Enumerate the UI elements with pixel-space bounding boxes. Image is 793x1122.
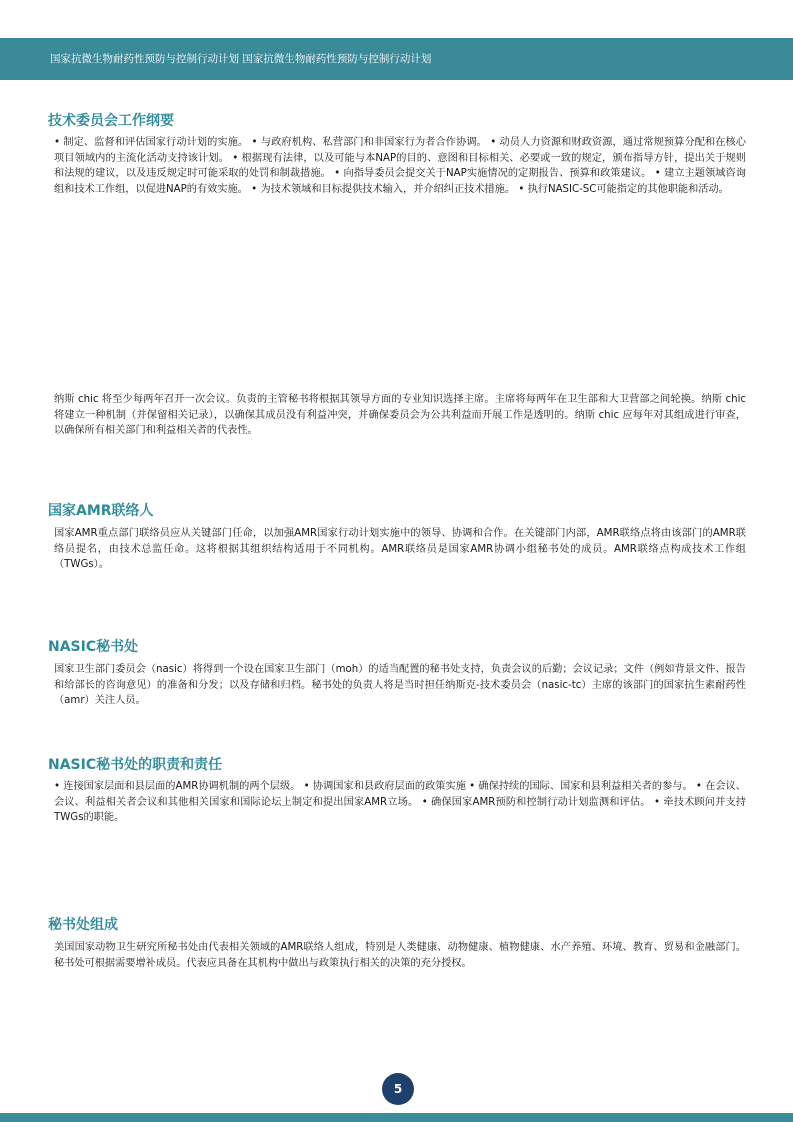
footer-band — [0, 1113, 793, 1122]
section-body-amr-liaison: 国家AMR重点部门联络员应从关键部门任命，以加强AMR国家行动计划实施中的领导、协调和合作。在关键部门内部，AMR联络点将由该部门的AMR联络员提名，由技术总监任命。这将根据其组织结构适用于不同机构。AMR联络员是国家AMR协调小组秘书处的成员。AMR联络点构成技术工作组（TWGs）。 — [54, 528, 746, 570]
section-body-secretariat-duties: • 连接国家层面和县层面的AMR协调机制的两个层级。 • 协调国家和县政府层面的政策实施 • 确保持续的国际、国家和县利益相关者的参与。 • 在会议、会议、利益相关者会议和其他相关国家和国际论坛上制定和提出国家AMR立场。 • 确保国家AMR预防和控制行动计划监测和评估。 • 牵技术顾问并支持TWGs的职能。 — [54, 781, 746, 823]
section-title-amr-liaison: 国家AMR联络人 — [48, 503, 154, 519]
section-title-tc-terms: 技术委员会工作纲要 — [48, 113, 174, 129]
section-body-meetings: 纳斯 chic 将至少每两年召开一次会议。负责的主管秘书将根据其领导方面的专业知识选择主席。主席将每两年在卫生部和大卫营部之间轮换。纳斯 chic 将建立一种机制（并保留相关记录），以确保其成员没有利益冲突，并确保委员会为公共利益而开展工作是透明的。纳斯 chic 应每年对其组成进行审查，以确保所有相关部门和利益相关者的代表性。 — [54, 394, 746, 436]
section-title-nasic-secretariat: NASIC秘书处 — [48, 639, 139, 655]
section-body-nasic-secretariat: 国家卫生部门委员会（nasic）将得到一个设在国家卫生部门（moh）的适当配置的秘书处支持，负责会议的后勤；会议记录；文件（例如背景文件、报告和给部长的咨询意见）的准备和分发；以及存储和归档。秘书处的负责人将是当时担任纳斯克-技术委员会（nasic-tc）主席的该部门的国家抗生素耐药性（amr）关注人员。 — [54, 664, 746, 706]
running-header: 国家抗微生物耐药性预防与控制行动计划 国家抗微生物耐药性预防与控制行动计划 — [50, 53, 432, 65]
section-body-tc-terms: • 制定、监督和评估国家行动计划的实施。 • 与政府机构、私营部门和非国家行为者合作协调。 • 动员人力资源和财政资源，通过常规预算分配和在核心项目领域内的主流化活动支持该计划。 • 根据现有法律，以及可能与本NAP的目的、意图和目标相关、必要或一致的规定，颁布指导方针，提出关于规则和法规的建议，以及违反规定时可能采取的处罚和制裁措施。 • 向指导委员会提交关于NAP实施情况的定期报告、预算和政策建议。 • 建立主题领域咨询组和技术工作组，以促进NAP的有效实施。 • 为技术领域和目标提供技术输入，并介绍纠正技术措施。 • 执行NASIC-SC可能指定的其他职能和活动。 — [54, 137, 746, 195]
page-number-badge: 5 — [382, 1073, 414, 1105]
section-title-secretariat-composition: 秘书处组成 — [48, 917, 118, 933]
section-body-secretariat-composition: 美国国家动物卫生研究所秘书处由代表相关领域的AMR联络人组成，特别是人类健康、动物健康、植物健康、水产养殖、环境、教育、贸易和金融部门。秘书处可根据需要增补成员。代表应具备在其机构中做出与政策执行相关的决策的充分授权。 — [54, 942, 746, 969]
section-title-secretariat-duties: NASIC秘书处的职责和责任 — [48, 757, 223, 773]
